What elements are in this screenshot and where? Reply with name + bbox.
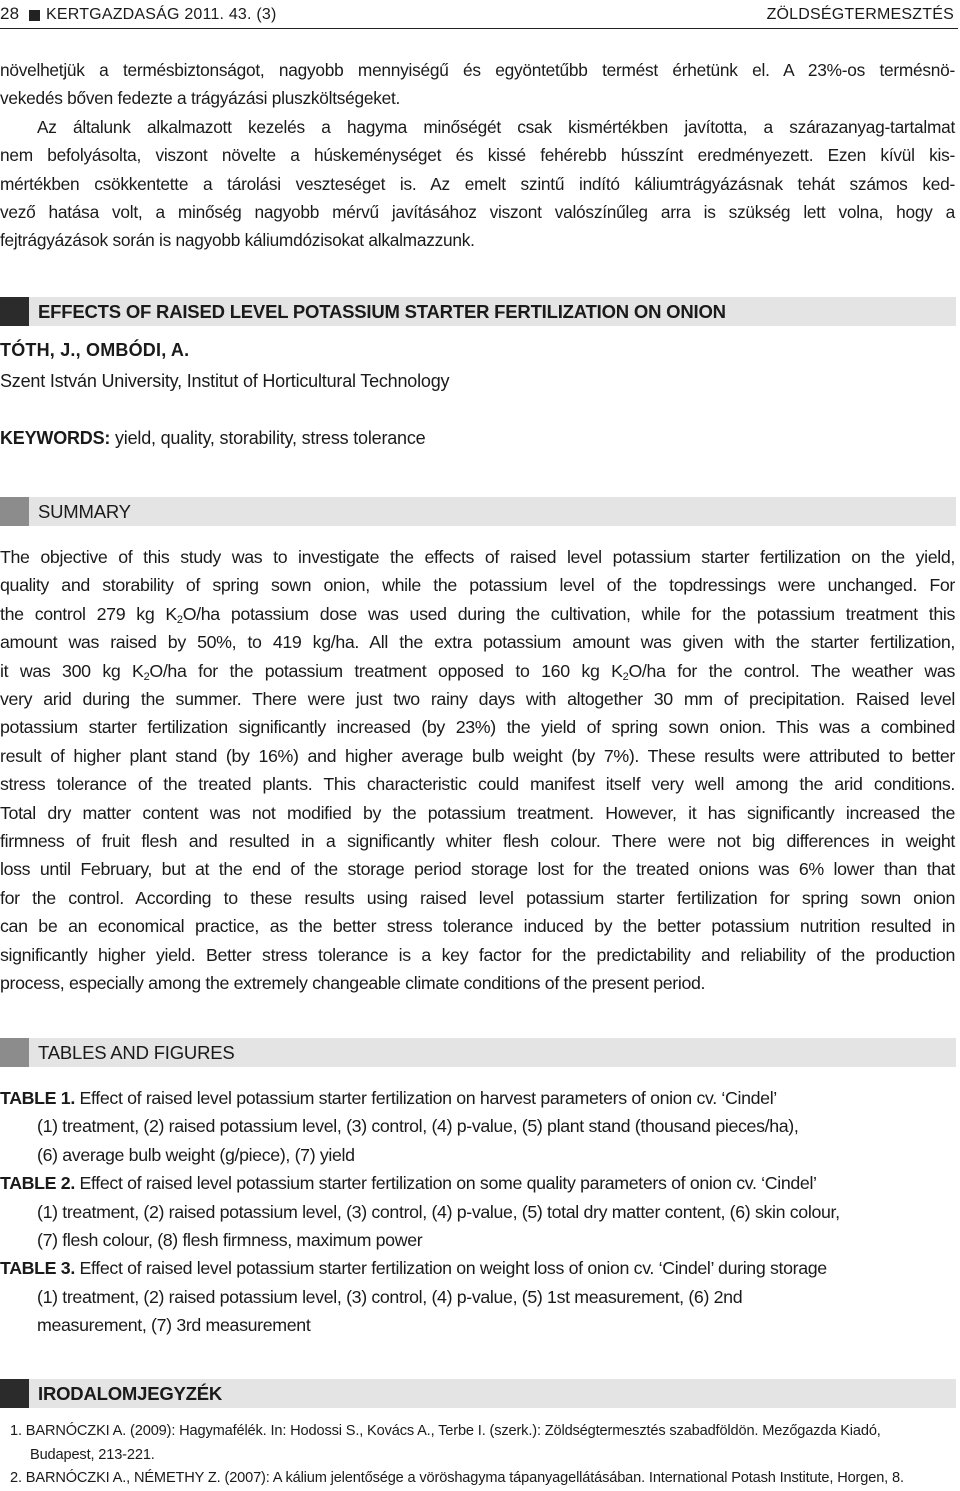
text-line: vekedés bőven fedezte a trágyázási pluszköltségeket. [0,88,401,109]
keywords [0,428,425,449]
tables-heading: TABLES AND FIGURES [38,1042,235,1063]
text-line: process, especially among the extremely changeable climate conditions of the present period. [0,973,706,994]
authors: TÓTH, J., OMBÓDI, A. [0,340,190,360]
hungarian-conclusion-paragraph [0,56,955,255]
table-caption-2: TABLE 2. Effect of raised level potassium starter fertilization on some quality parameters of onion cv. ‘Cindel’ (1) treatment, (2) raised potassium level, (3) control, (4) p-value, (5) total dry matter content, (6) skin colour, (7) flesh colour, (8) flesh firmness, maximum power [0,1173,840,1251]
running-header [0,2,958,29]
text-line: loss until February, but at the end of the storage period storage lost for the treated onions was 6% lower than that [0,859,955,880]
section-marker-icon [0,1038,29,1067]
page-number: 28 [0,4,20,23]
table-caption-3: TABLE 3. Effect of raised level potassium starter fertilization on weight loss of onion cv. ‘Cindel’ during storage (1) treatment, (2) raised potassium level, (3) control, (4) p-value, (5) 1st measurement, (6) 2nd measurement, (7) 3rd measurement [0,1258,827,1336]
text-line: The objective of this study was to investigate the effects of raised level potassium starter fertilization on the yield, [0,547,955,567]
summary-paragraph [0,543,955,998]
text-line: fejtrágyázások során is nagyobb káliumdózisokat alkalmazzunk. [0,230,475,251]
text-line: significantly higher yield. Better stress tolerance is a key factor for the predictability and reliability of the production [0,944,955,965]
text-line: stress tolerance of the treated plants. This characteristic could manifest itself very well among the arid conditions. [0,774,955,795]
text-line: Az általunk alkalmazott kezelés a hagyma minőségét csak kismértékben javította, a szárazanyag-tartalmat [37,116,955,137]
text-line: mértékben csökkentette a tárolási veszteséget is. Az emelt szintű indító káliumtrágyázásnak tehát számos ked- [0,173,955,194]
text-line: firmness of fruit flesh and resulted in a significantly whiter flesh colour. There were not big differences in weight [0,831,955,852]
journal-name: KERTGAZDASÁG 2011. 43. (3) [46,6,277,23]
text-line: it was 300 kg $K_2O/ha$ for the potassium treatment opposed to 160 kg $K_2O/ha$ for the control. The weather was [0,660,955,683]
square-bullet-icon [29,10,40,21]
table-caption-1: TABLE 1. Effect of raised level potassium starter fertilization on harvest parameters of onion cv. ‘Cindel’ (1) treatment, (2) raised potassium level, (3) control, (4) p-value, (5) plant stand (thousand pieces/ha), (6) average bulb weight (g/piece), (7) yield [0,1088,799,1165]
reference-item: 2. BARNÓCZKI A., NÉMETHY Z. (2007): A kálium jelentősége a vöröshagyma tápanyagellátásában. International Potash Institute, Horgen, 8. [10,1470,904,1486]
references-heading-bar [0,1379,956,1408]
table-captions [0,1084,955,1340]
tables-heading-bar [0,1038,956,1067]
affiliation: Szent István University, Institut of Horticultural Technology [0,371,450,391]
summary-heading: SUMMARY [38,501,131,522]
english-title: EFFECTS OF RAISED LEVEL POTASSIUM STARTER FERTILIZATION ON ONION [38,301,726,322]
text-line: very arid during the summer. There were just two rainy days with altogether 30 mm of precipitation. Raised level [0,689,955,710]
text-line: can be an economical practice, as the better stress tolerance induced by the better potassium nutrition resulted in [0,916,955,937]
references-heading: IRODALOMJEGYZÉK [38,1383,223,1404]
keywords-text: yield, quality, storability, stress tolerance [110,428,426,448]
text-line: nem befolyásolta, viszont növelte a húskeménységet és kissé fehérebb hússzínt eredményezett. Ezen kívül kis- [0,145,955,166]
section-name: ZÖLDSÉGTERMESZTÉS [766,6,954,23]
text-line: Total dry matter content was not modified by the potassium treatment. However, it has significantly increased the [0,802,955,823]
summary-heading-bar [0,497,956,526]
keywords-label: KEYWORDS: [0,428,111,448]
section-marker-icon [0,1379,29,1408]
section-marker-icon [0,497,29,526]
english-title-bar [0,297,956,326]
text-line: potassium starter fertilization significantly increased (by 23%) the yield of spring sown onion. This was a combined [0,717,955,738]
reference-item: 1. BARNÓCZKI A. (2009): Hagymafélék. In: Hodossi S., Kovács A., Terbe I. (szerk.): Zöldségtermesztés szabadföldön. Mezőgazda Kiadó, Budapest, 213-221. [10,1423,881,1463]
text-line: for the control. According to these results using raised level potassium starter fertilization for spring sown onion [0,887,955,908]
text-line: result of higher plant stand (by 16%) and higher average bulb weight (by 7%). These results were attributed to better [0,745,955,766]
text-line: amount was raised by 50%, to 419 kg/ha. All the extra potassium amount was given with the starter fertilization, [0,632,955,653]
text-line: the control 279 kg $K_2O/ha$ potassium dose was used during the cultivation, while for the potassium treatment this [0,603,956,626]
text-line: vező hatása volt, a minőség nagyobb mérvű javításához viszont valószínűleg arra is szükség lett volna, hogy a [0,202,955,223]
reference-list [0,1420,955,1491]
text-line: növelhetjük a termésbiztonságot, nagyobb mennyiségű és egyöntetűbb termést érhetünk el. A 23%-os termésnö- [0,60,955,80]
text-line: quality and storability of spring sown onion, while the potassium level of the topdressings were unchanged. For [0,575,955,596]
section-marker-icon [0,297,29,326]
